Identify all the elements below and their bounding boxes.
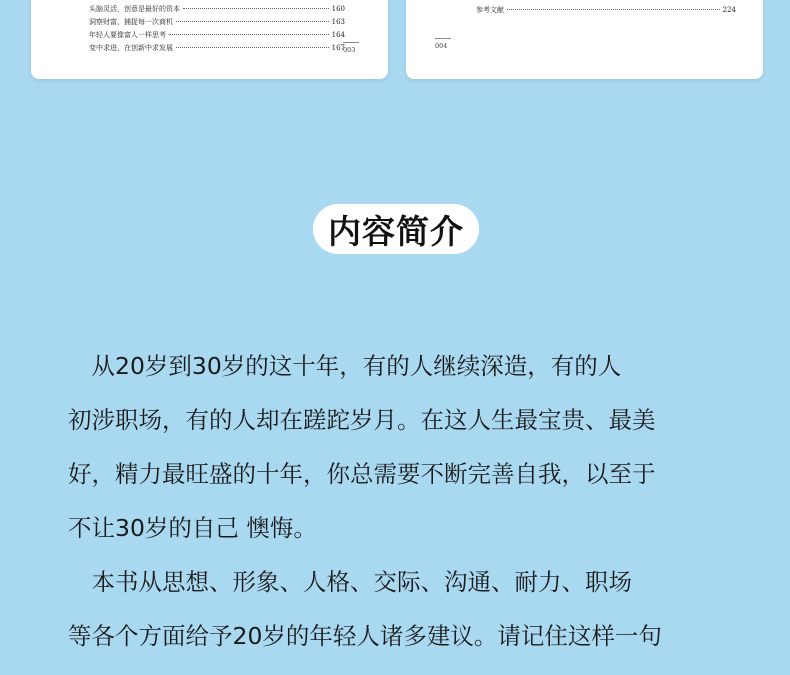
- page-number: 003: [343, 46, 356, 54]
- paragraph-line: 好，精力最旺盛的十年，你总需要不断完善自我，以至于: [68, 460, 656, 488]
- toc-row: [89, 43, 345, 53]
- toc-row-title: 年轻人要像富人一样思考: [89, 31, 166, 39]
- toc-row-title: 洞察财富，捕捉每一次商机: [89, 18, 173, 26]
- toc-row: [89, 30, 345, 40]
- toc-leader-dots: [183, 8, 329, 9]
- section-title: 内容简介: [328, 211, 464, 251]
- toc-row-page: 160: [331, 5, 345, 13]
- toc-row-title: 变中求进，在创新中求发展: [89, 44, 173, 52]
- intro-paragraph-1: [68, 339, 728, 555]
- toc-row: [476, 5, 736, 15]
- paragraph-line: 初涉职场，有的人却在蹉跎岁月。在这人生最宝贵、最美: [68, 406, 656, 434]
- toc-page-right: [406, 0, 763, 79]
- toc-row-page: 167: [331, 44, 345, 52]
- paragraph-line: 本书从思想、形象、人格、交际、沟通、耐力、职场: [68, 568, 632, 596]
- toc-row: [89, 4, 345, 14]
- toc-leader-dots: [169, 34, 329, 35]
- toc-page-left: [31, 0, 388, 79]
- toc-row-title: 头脑灵活，创意是最好的资本: [89, 5, 180, 13]
- intro-paragraph-2: [68, 555, 728, 663]
- paragraph-line: 从20岁到30岁的这十年，有的人继续深造，有的人: [68, 352, 622, 380]
- toc-leader-dots: [176, 47, 329, 48]
- toc-row-page: 224: [722, 6, 736, 14]
- page-number: 004: [435, 42, 448, 50]
- paragraph-line: 不让30岁的自己 懊悔。: [68, 514, 317, 542]
- toc-leader-dots: [176, 21, 329, 22]
- section-title-badge: [312, 203, 480, 255]
- toc-row: [89, 17, 345, 27]
- toc-leader-dots: [507, 9, 720, 10]
- toc-row-page: 164: [331, 31, 345, 39]
- paragraph-line: 等各个方面给予20岁的年轻人诸多建议。请记住这样一句: [68, 622, 662, 650]
- toc-row-title: 参考文献: [476, 6, 504, 14]
- toc-row-page: 163: [331, 18, 345, 26]
